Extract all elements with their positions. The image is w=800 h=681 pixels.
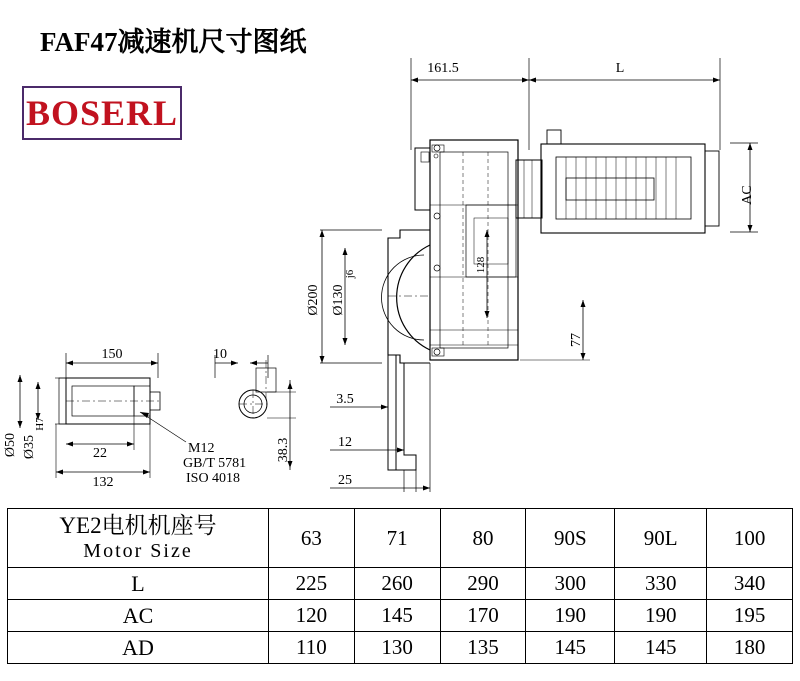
cell-ac-1: 145 [354,600,440,632]
cell-ac-2: 170 [440,600,526,632]
dim-22: 22 [93,446,107,461]
dim-3-5: 3.5 [336,392,354,407]
table-header-size-3: 90S [526,509,615,568]
cell-l-2: 290 [440,568,526,600]
cell-l-0: 225 [269,568,355,600]
dim-d50: Ø50 [3,432,18,458]
cell-ad-0: 110 [269,632,355,664]
table-row [8,568,793,600]
page-title: FAF47减速机尺寸图纸 [40,27,307,57]
table-row [8,632,793,664]
dim-38-3: 38.3 [276,437,291,463]
brand-logo-text: BOSERL [25,93,179,133]
dim-d130: Ø130 [331,284,346,316]
cell-l-4: 330 [615,568,707,600]
dim-10: 10 [213,347,227,362]
bolt-spec-standard-iso: ISO 4018 [186,471,241,486]
row-label-ac: AC [8,600,269,632]
cell-ad-3: 145 [526,632,615,664]
dim-12: 12 [338,435,352,450]
cell-ac-0: 120 [269,600,355,632]
table-header-size-2: 80 [440,509,526,568]
cell-ad-1: 130 [354,632,440,664]
table-header-size-5: 100 [707,509,793,568]
cell-l-1: 260 [354,568,440,600]
dim-d130-tolerance: j6 [344,269,356,279]
table-header-label-cn: YE2电机机座号 [59,513,217,539]
table-header-size-4: 90L [615,509,707,568]
dim-d200: Ø200 [306,284,321,316]
table-header-label-en: Motor Size [83,539,193,562]
dim-d35-tolerance: H7 [34,417,46,431]
motor-size-table [7,508,793,664]
cell-ac-3: 190 [526,600,615,632]
dim-d35: Ø35 [22,434,37,460]
cell-ac-4: 190 [615,600,707,632]
table-header-size-0: 63 [269,509,355,568]
dim-L: L [615,61,625,76]
cell-ac-5: 195 [707,600,793,632]
dim-161-5: 161.5 [427,61,459,76]
dim-AC: AC [740,185,755,205]
table-header-size-1: 71 [354,509,440,568]
row-label-l: L [8,568,269,600]
table-row [8,600,793,632]
row-label-ad: AD [8,632,269,664]
dim-132: 132 [92,475,114,490]
cell-l-3: 300 [526,568,615,600]
cell-ad-2: 135 [440,632,526,664]
table-row-header [8,509,793,568]
bolt-spec-standard-gb: GB/T 5781 [183,456,247,471]
dim-25: 25 [338,473,352,488]
table-header-label [8,509,269,568]
cell-ad-5: 180 [707,632,793,664]
cell-ad-4: 145 [615,632,707,664]
cell-l-5: 340 [707,568,793,600]
dim-128: 128 [475,256,487,274]
bolt-spec-size: M12 [188,441,215,456]
dim-77: 77 [569,333,584,347]
dim-150: 150 [101,347,123,362]
